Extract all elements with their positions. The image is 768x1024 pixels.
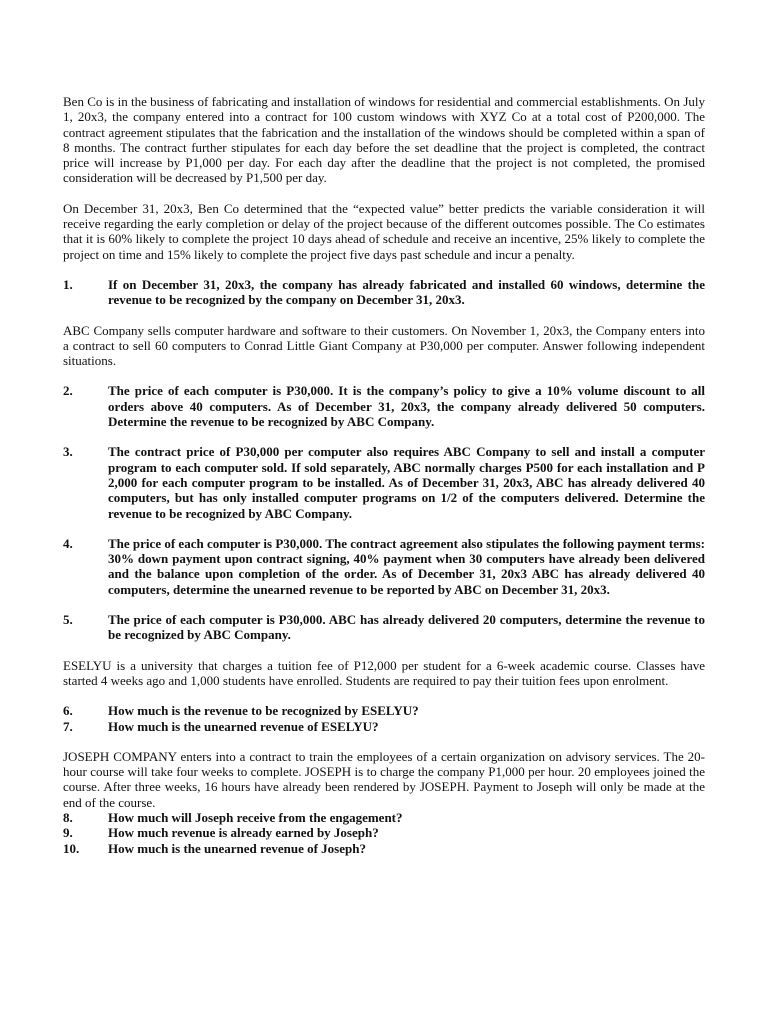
paragraph-abc: ABC Company sells computer hardware and software to their customers. On November 1, 20x3, the Company enters into a contract to sell 60 computers to Conrad Little Giant Company at P30,000 per computer. Answer following independent situations. [63, 322, 705, 369]
question-6 [63, 703, 705, 718]
question-number: 8. [63, 809, 73, 825]
question-number: 5. [63, 612, 73, 628]
question-9 [63, 825, 705, 840]
question-text: If on December 31, 20x3, the company has already fabricated and installed 60 windows, determine the revenue to be recognized by the company on December 31, 20x3. [108, 276, 705, 308]
question-number: 4. [63, 535, 73, 551]
question-10 [63, 841, 705, 856]
question-number: 6. [63, 703, 73, 719]
question-text: How much is the unearned revenue of Joseph? [108, 840, 366, 856]
paragraph-ben-co-estimate: On December 31, 20x3, Ben Co determined that the “expected value” better predicts the variable consideration it will receive regarding the early completion or delay of the project because of the different outcomes possible. The Co estimates that it is 60% likely to complete the project 10 days ahead of schedule and receive an incentive, 25% likely to complete the project on time and 15% likely to complete the project five days past schedule and incur a penalty. [63, 200, 705, 262]
question-text: How much will Joseph receive from the engagement? [108, 809, 403, 825]
question-number: 10. [63, 840, 80, 856]
paragraph-ben-co-intro: Ben Co is in the business of fabricating and installation of windows for residential and commercial establishments. On July 1, 20x3, the company entered into a contract for 100 custom windows with XYZ Co at a total cost of P200,000. The contract agreement stipulates that the fabrication and the installation of the windows should be completed within a span of 8 months. The contract further stipulates for each day before the set deadline that the project is completed, the contract price will increase by P1,000 per day. For each day after the deadline that the project is not completed, the promised consideration will be decreased by P1,500 per day. [63, 94, 705, 186]
question-text: How much revenue is already earned by Joseph? [108, 825, 379, 841]
question-8 [63, 810, 705, 825]
question-1 [63, 277, 705, 308]
question-text: The price of each computer is P30,000. ABC has already delivered 20 computers, determine the revenue to be recognized by ABC Company. [108, 612, 705, 643]
paragraph-joseph: JOSEPH COMPANY enters into a contract to train the employees of a certain organization on advisory services. The 20-hour course will take four weeks to complete. JOSEPH is to charge the company P1,000 per hour. 20 employees joined the course. After three weeks, 16 hours have already been rendered by JOSEPH. Payment to Joseph will only be made at the end of the course. [63, 748, 705, 810]
question-number: 3. [63, 444, 73, 460]
question-number: 1. [63, 276, 73, 292]
question-5 [63, 612, 705, 643]
question-number: 9. [63, 825, 73, 841]
question-text: How much is the revenue to be recognized by ESELYU? [108, 703, 419, 719]
question-4 [63, 536, 705, 597]
paragraph-eselyu: ESELYU is a university that charges a tuition fee of P12,000 per student for a 6-week academic course. Classes have started 4 weeks ago and 1,000 students have enrolled. Students are required to pay their tuition fees upon enrolment. [63, 657, 705, 688]
question-number: 7. [63, 718, 73, 734]
question-7 [63, 719, 705, 734]
question-2 [63, 383, 705, 429]
question-text: The price of each computer is P30,000. The contract agreement also stipulates the following payment terms: 30% down payment upon contract signing, 40% payment when 30 computers have already been delivered and the balance upon completion of the order. As of December 31, 20x3 ABC has already delivered 40 computers, determine the unearned revenue to be reported by ABC on December 31, 20x3. [108, 535, 705, 597]
question-text: The price of each computer is P30,000. It is the company’s policy to give a 10% volume discount to all orders above 40 computers. As of December 31, 20x3, the company already delivered 50 computers. Determine the revenue to be recognized by ABC Company. [108, 383, 705, 430]
question-text: The contract price of P30,000 per computer also requires ABC Company to sell and install a computer program to each computer sold. If sold separately, ABC normally charges P500 for each installation and P 2,000 for each computer program to be installed. As of December 31, 20x3, ABC has already delivered 40 computers, but has only installed computer programs on 1/2 of the computers delivered. Determine the revenue to be recognized by ABC Company. [108, 444, 705, 521]
question-text: How much is the unearned revenue of ESELYU? [108, 718, 379, 734]
question-3 [63, 444, 705, 520]
question-number: 2. [63, 383, 73, 399]
